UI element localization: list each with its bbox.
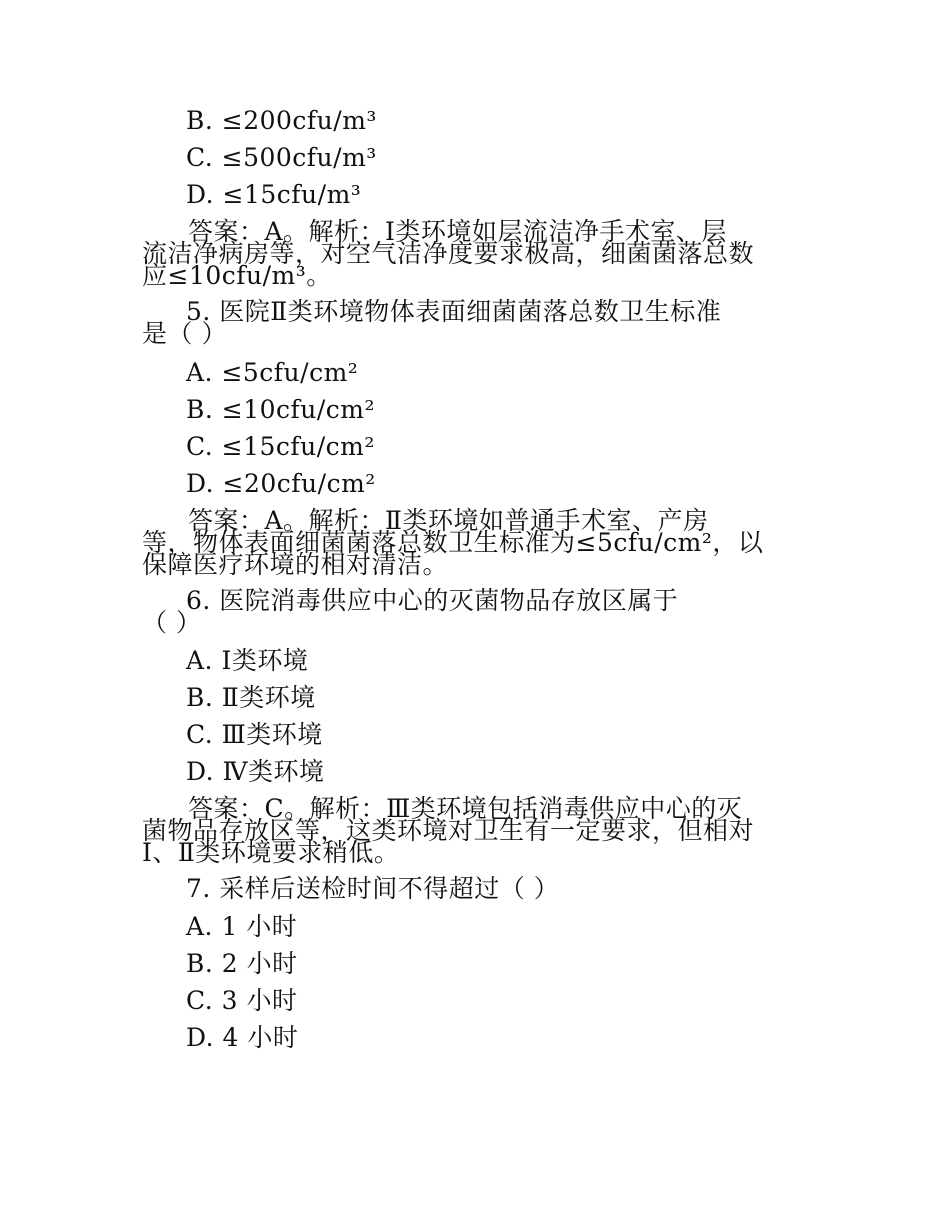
answer-q6-line1: 答案：C。解析：Ⅲ类环境包括消毒供应中心的灭 <box>188 794 743 823</box>
option-a-q7: A. 1 小时 <box>186 912 298 941</box>
option-b-q5: B. ≤10cfu/cm² <box>186 395 376 424</box>
question-5: 5. 医院Ⅱ类环境物体表面细菌菌落总数卫生标准 <box>186 297 722 326</box>
answer-q4-line1: 答案：A。解析：Ⅰ类环境如层流洁净手术室、层 <box>188 217 727 246</box>
question-7: 7. 采样后送检时间不得超过（ ） <box>186 874 560 903</box>
option-b-q6: B. Ⅱ类环境 <box>186 683 316 712</box>
question-6: 6. 医院消毒供应中心的灭菌物品存放区属于 <box>186 586 679 615</box>
option-c-q7: C. 3 小时 <box>186 986 298 1015</box>
option-a-q5: A. ≤5cfu/cm² <box>186 358 359 387</box>
answer-q5-line1: 答案：A。解析：Ⅱ类环境如普通手术室、产房 <box>188 506 709 535</box>
option-d-q7: D. 4 小时 <box>186 1023 299 1052</box>
answer-q5-line2: 等，物体表面细菌菌落总数卫生标准为≤5cfu/cm²，以 <box>142 528 764 557</box>
answer-q6-line3: Ⅰ、Ⅱ类环境要求稍低。 <box>142 838 400 867</box>
answer-q5-line3: 保障医疗环境的相对清洁。 <box>142 550 449 579</box>
option-d-airborne: D. ≤15cfu/m³ <box>186 180 362 209</box>
answer-q6-line2: 菌物品存放区等，这类环境对卫生有一定要求，但相对 <box>142 816 755 845</box>
option-d-q6: D. Ⅳ类环境 <box>186 757 325 786</box>
answer-q4-line2: 流洁净病房等，对空气洁净度要求极高，细菌菌落总数 <box>142 239 755 268</box>
option-c-q6: C. Ⅲ类环境 <box>186 720 323 749</box>
question-6-cont: （ ） <box>142 608 202 637</box>
option-c-q5: C. ≤15cfu/cm² <box>186 432 375 461</box>
question-5-cont: 是（ ） <box>142 319 227 348</box>
option-b-q7: B. 2 小时 <box>186 949 298 978</box>
answer-q4-line3: 应≤10cfu/m³。 <box>142 261 332 290</box>
option-d-q5: D. ≤20cfu/cm² <box>186 469 376 498</box>
option-a-q6: A. Ⅰ类环境 <box>186 646 309 675</box>
option-b-airborne: B. ≤200cfu/m³ <box>186 106 377 135</box>
option-c-airborne: C. ≤500cfu/m³ <box>186 143 377 172</box>
